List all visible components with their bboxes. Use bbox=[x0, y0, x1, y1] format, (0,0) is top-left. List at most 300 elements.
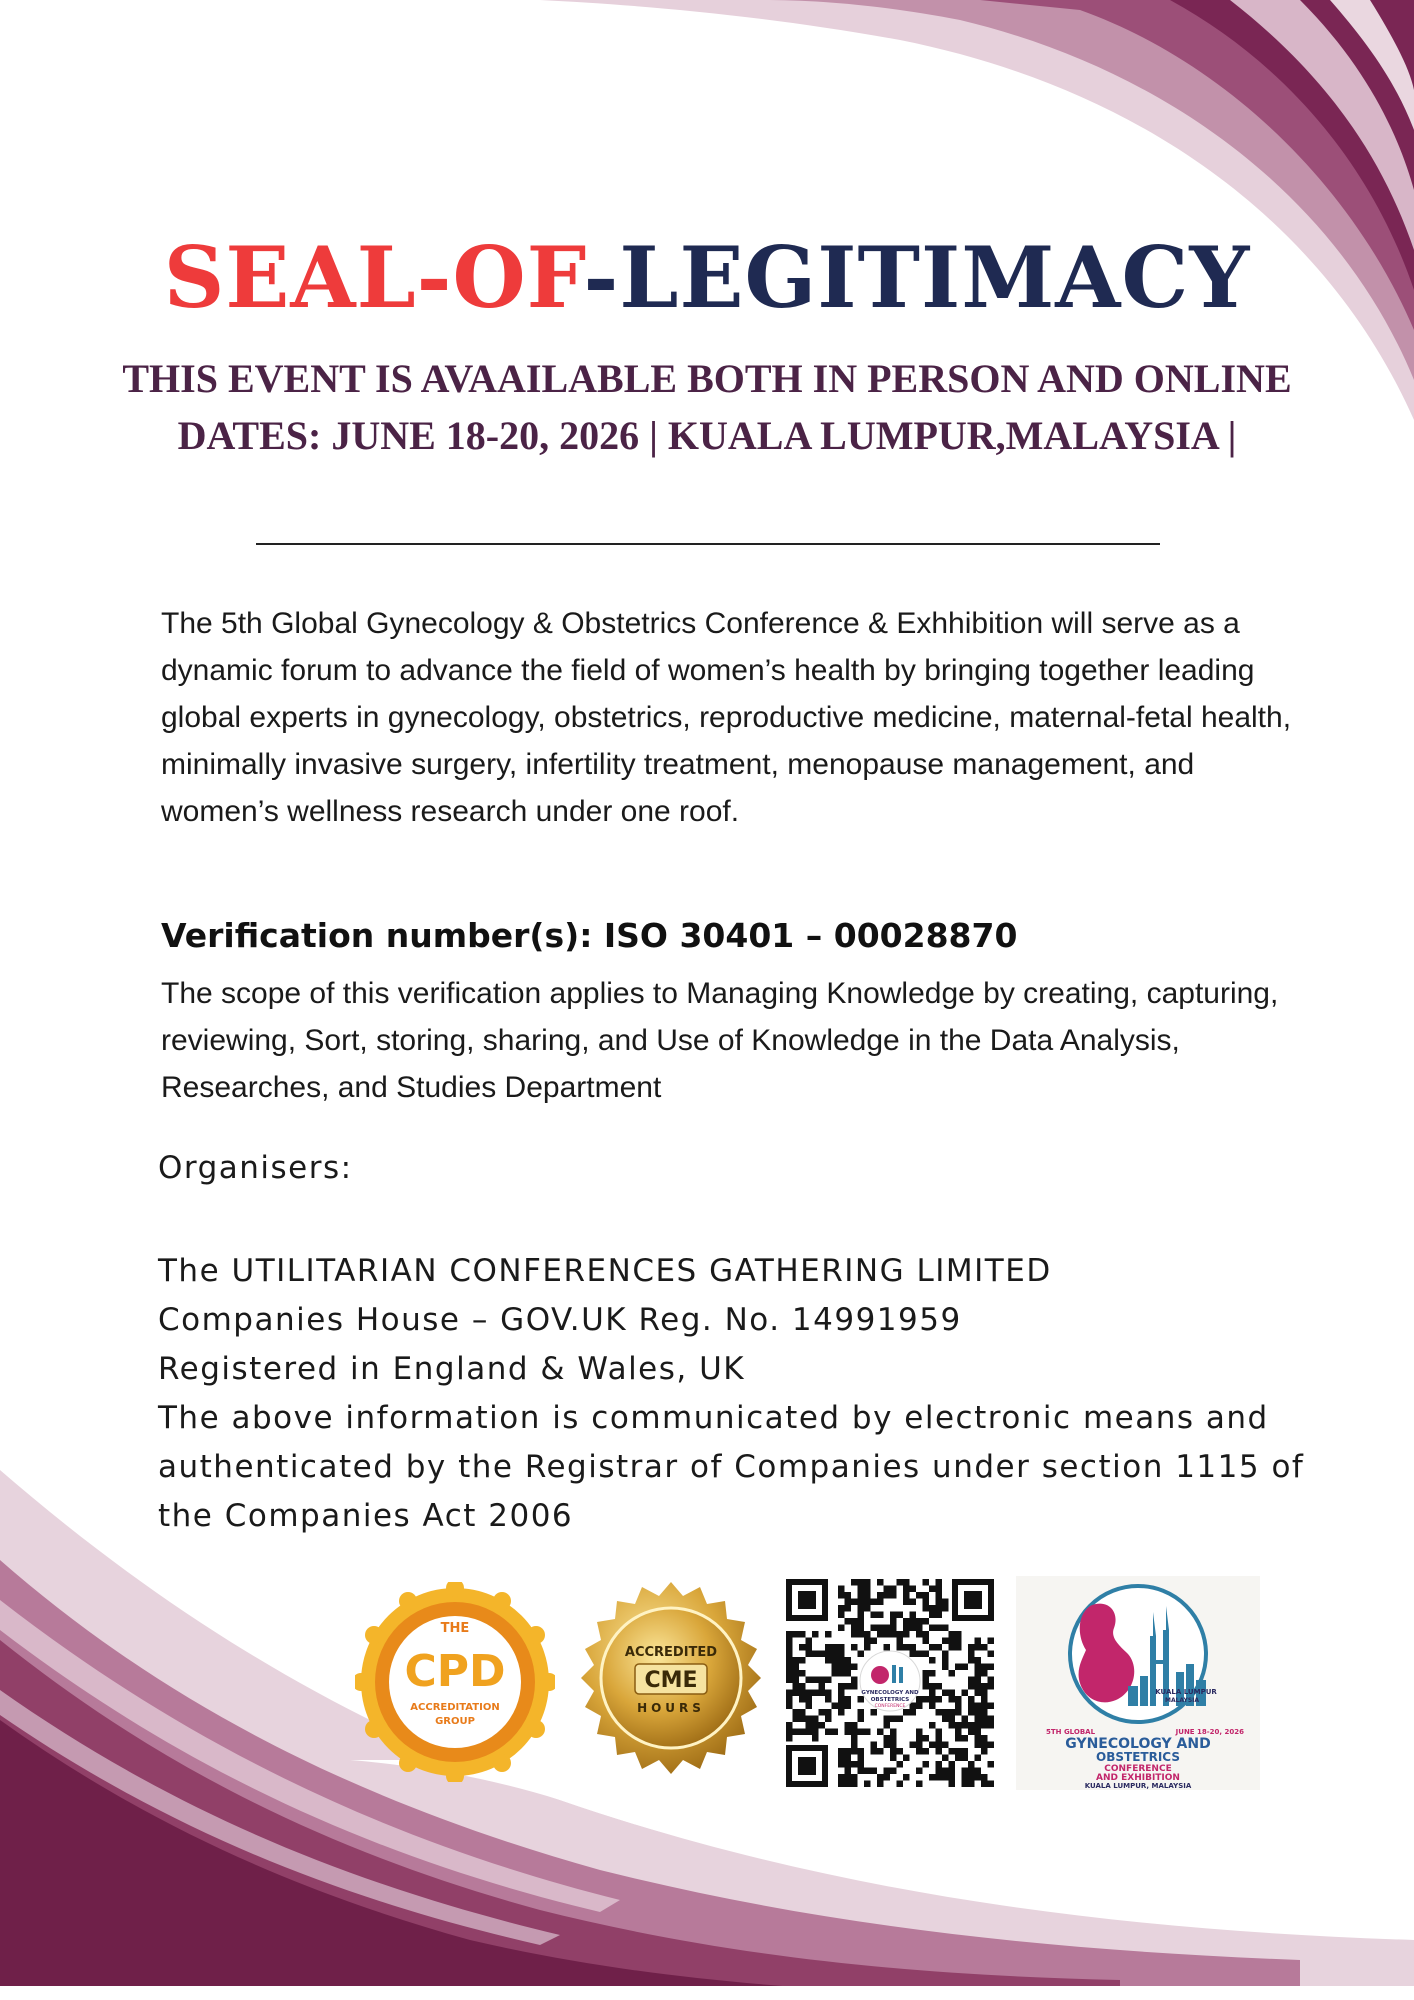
qr-module bbox=[981, 1690, 988, 1697]
qr-module bbox=[806, 1722, 813, 1729]
qr-module bbox=[877, 1612, 884, 1619]
qr-module bbox=[981, 1722, 988, 1729]
qr-module bbox=[897, 1716, 904, 1723]
qr-module bbox=[786, 1657, 793, 1664]
qr-module bbox=[936, 1696, 943, 1703]
qr-module bbox=[838, 1761, 845, 1768]
qr-logo-text-2: OBSTETRICS bbox=[870, 1697, 910, 1703]
qr-module bbox=[851, 1748, 858, 1755]
qr-module bbox=[819, 1677, 826, 1684]
qr-module bbox=[988, 1716, 995, 1723]
qr-module bbox=[942, 1657, 949, 1664]
qr-module bbox=[903, 1644, 910, 1651]
qr-module bbox=[825, 1696, 832, 1703]
qr-module bbox=[975, 1690, 982, 1697]
qr-module bbox=[988, 1664, 995, 1671]
title-part-red: SEAL-OF bbox=[163, 228, 584, 327]
qr-module bbox=[799, 1683, 806, 1690]
qr-module bbox=[838, 1696, 845, 1703]
qr-module bbox=[877, 1599, 884, 1606]
qr-module bbox=[903, 1592, 910, 1599]
qr-module bbox=[942, 1742, 949, 1749]
qr-module bbox=[949, 1716, 956, 1723]
qr-module bbox=[851, 1599, 858, 1606]
qr-module bbox=[799, 1657, 806, 1664]
qr-module bbox=[851, 1774, 858, 1781]
qr-module bbox=[929, 1722, 936, 1729]
qr-module bbox=[910, 1618, 917, 1625]
qr-module bbox=[923, 1651, 930, 1658]
qr-module bbox=[981, 1716, 988, 1723]
qr-module bbox=[877, 1729, 884, 1736]
qr-module bbox=[942, 1768, 949, 1775]
qr-module bbox=[877, 1748, 884, 1755]
qr-module bbox=[812, 1651, 819, 1658]
qr-module bbox=[955, 1664, 962, 1671]
qr-module bbox=[845, 1781, 852, 1788]
qr-module bbox=[864, 1605, 871, 1612]
qr-module bbox=[858, 1696, 865, 1703]
qr-module bbox=[858, 1618, 865, 1625]
qr-module bbox=[845, 1774, 852, 1781]
qr-module bbox=[923, 1748, 930, 1755]
qr-module bbox=[910, 1709, 917, 1716]
qr-module bbox=[975, 1755, 982, 1762]
qr-module bbox=[838, 1755, 845, 1762]
qr-module bbox=[890, 1625, 897, 1632]
qr-module bbox=[890, 1755, 897, 1762]
qr-module bbox=[884, 1644, 891, 1651]
qr-module bbox=[929, 1644, 936, 1651]
qr-module bbox=[838, 1592, 845, 1599]
qr-module bbox=[916, 1618, 923, 1625]
qr-module bbox=[799, 1696, 806, 1703]
qr-module bbox=[923, 1735, 930, 1742]
qr-module bbox=[858, 1592, 865, 1599]
qr-module bbox=[962, 1735, 969, 1742]
qr-code[interactable] bbox=[780, 1573, 1000, 1793]
qr-module bbox=[975, 1722, 982, 1729]
qr-module bbox=[799, 1631, 806, 1638]
qr-module bbox=[864, 1781, 871, 1788]
qr-module bbox=[838, 1703, 845, 1710]
qr-module bbox=[955, 1755, 962, 1762]
qr-module bbox=[949, 1722, 956, 1729]
qr-module bbox=[981, 1670, 988, 1677]
logo-location: KUALA LUMPUR, MALAYSIA bbox=[1084, 1782, 1192, 1790]
qr-module bbox=[825, 1657, 832, 1664]
qr-module bbox=[949, 1748, 956, 1755]
qr-module bbox=[851, 1625, 858, 1632]
qr-module bbox=[981, 1683, 988, 1690]
qr-module bbox=[819, 1651, 826, 1658]
qr-module bbox=[929, 1657, 936, 1664]
qr-module bbox=[864, 1592, 871, 1599]
qr-module bbox=[981, 1644, 988, 1651]
divider bbox=[256, 543, 1160, 545]
qr-module bbox=[923, 1599, 930, 1606]
qr-module bbox=[890, 1618, 897, 1625]
qr-module bbox=[916, 1729, 923, 1736]
qr-module bbox=[793, 1729, 800, 1736]
qr-module bbox=[936, 1774, 943, 1781]
qr-module bbox=[910, 1599, 917, 1606]
qr-module bbox=[819, 1683, 826, 1690]
qr-module bbox=[975, 1742, 982, 1749]
qr-module bbox=[786, 1722, 793, 1729]
qr-module bbox=[981, 1774, 988, 1781]
qr-module bbox=[838, 1748, 845, 1755]
qr-module bbox=[845, 1592, 852, 1599]
qr-module bbox=[825, 1631, 832, 1638]
qr-module bbox=[936, 1748, 943, 1755]
qr-module bbox=[884, 1774, 891, 1781]
qr-module bbox=[929, 1670, 936, 1677]
qr-module bbox=[975, 1774, 982, 1781]
qr-module bbox=[845, 1683, 852, 1690]
qr-module bbox=[981, 1748, 988, 1755]
qr-module bbox=[851, 1644, 858, 1651]
organiser-details bbox=[158, 1247, 1308, 1541]
qr-module bbox=[851, 1722, 858, 1729]
qr-module bbox=[936, 1683, 943, 1690]
qr-module bbox=[942, 1638, 949, 1645]
qr-module bbox=[884, 1722, 891, 1729]
qr-module bbox=[845, 1748, 852, 1755]
qr-module bbox=[988, 1781, 995, 1788]
qr-module bbox=[942, 1690, 949, 1697]
qr-module bbox=[929, 1625, 936, 1632]
qr-module bbox=[832, 1664, 839, 1671]
qr-module bbox=[962, 1755, 969, 1762]
qr-module bbox=[786, 1631, 793, 1638]
logo-dates: JUNE 18-20, 2026 bbox=[1175, 1728, 1244, 1736]
qr-module bbox=[851, 1761, 858, 1768]
qr-module bbox=[903, 1599, 910, 1606]
qr-module bbox=[864, 1768, 871, 1775]
qr-module bbox=[806, 1716, 813, 1723]
qr-module bbox=[923, 1696, 930, 1703]
qr-module bbox=[838, 1605, 845, 1612]
qr-module bbox=[838, 1670, 845, 1677]
qr-module bbox=[897, 1638, 904, 1645]
qr-module bbox=[916, 1748, 923, 1755]
qr-module bbox=[910, 1644, 917, 1651]
qr-module bbox=[806, 1638, 813, 1645]
qr-module bbox=[799, 1709, 806, 1716]
qr-module bbox=[871, 1768, 878, 1775]
qr-module bbox=[890, 1742, 897, 1749]
qr-module bbox=[923, 1618, 930, 1625]
organisers-label: Organisers: bbox=[158, 1150, 353, 1186]
qr-module bbox=[936, 1586, 943, 1593]
qr-module bbox=[858, 1586, 865, 1593]
qr-module bbox=[942, 1716, 949, 1723]
qr-module bbox=[923, 1631, 930, 1638]
qr-module bbox=[838, 1690, 845, 1697]
qr-module bbox=[903, 1618, 910, 1625]
qr-module bbox=[975, 1768, 982, 1775]
event-subtitle: THIS EVENT IS AVAAILABLE BOTH IN PERSON AND ONLINE DATES: JUNE 18-20, 2026 | KUALA LUMPUR,MALAYSIA | bbox=[122, 356, 1292, 458]
qr-module bbox=[832, 1703, 839, 1710]
qr-module bbox=[903, 1625, 910, 1632]
qr-module bbox=[845, 1755, 852, 1762]
qr-module bbox=[793, 1670, 800, 1677]
qr-module bbox=[949, 1696, 956, 1703]
qr-module bbox=[890, 1631, 897, 1638]
qr-module bbox=[949, 1631, 956, 1638]
qr-module bbox=[851, 1618, 858, 1625]
qr-module bbox=[838, 1781, 845, 1788]
qr-module bbox=[845, 1605, 852, 1612]
qr-module bbox=[968, 1781, 975, 1788]
qr-module bbox=[851, 1664, 858, 1671]
qr-module bbox=[949, 1644, 956, 1651]
qr-module bbox=[793, 1631, 800, 1638]
qr-module bbox=[936, 1605, 943, 1612]
qr-module bbox=[838, 1586, 845, 1593]
qr-module bbox=[877, 1592, 884, 1599]
qr-module bbox=[910, 1586, 917, 1593]
logo-line-2: OBSTETRICS bbox=[1096, 1750, 1180, 1764]
qr-module bbox=[975, 1709, 982, 1716]
qr-module bbox=[858, 1716, 865, 1723]
qr-module bbox=[884, 1631, 891, 1638]
qr-module bbox=[936, 1599, 943, 1606]
qr-module bbox=[845, 1729, 852, 1736]
qr-module bbox=[825, 1709, 832, 1716]
qr-module bbox=[929, 1605, 936, 1612]
qr-module bbox=[897, 1579, 904, 1586]
qr-module bbox=[903, 1579, 910, 1586]
qr-module bbox=[838, 1683, 845, 1690]
qr-module bbox=[871, 1709, 878, 1716]
qr-module bbox=[968, 1644, 975, 1651]
qr-module bbox=[890, 1586, 897, 1593]
qr-module bbox=[793, 1683, 800, 1690]
qr-module bbox=[845, 1664, 852, 1671]
cme-bottom-text: HOURS bbox=[637, 1701, 705, 1715]
qr-module bbox=[845, 1599, 852, 1606]
qr-module bbox=[897, 1631, 904, 1638]
qr-module bbox=[884, 1625, 891, 1632]
qr-module bbox=[949, 1670, 956, 1677]
qr-module bbox=[838, 1709, 845, 1716]
qr-module bbox=[962, 1748, 969, 1755]
qr-module bbox=[845, 1618, 852, 1625]
qr-module bbox=[864, 1631, 871, 1638]
bottom-white-strip bbox=[0, 1986, 1414, 2000]
qr-module bbox=[949, 1774, 956, 1781]
qr-module bbox=[890, 1592, 897, 1599]
qr-module bbox=[936, 1579, 943, 1586]
qr-module bbox=[962, 1722, 969, 1729]
qr-module bbox=[975, 1729, 982, 1736]
qr-module bbox=[949, 1709, 956, 1716]
title-part-navy: -LEGITIMACY bbox=[583, 228, 1251, 327]
qr-module bbox=[812, 1729, 819, 1736]
qr-module bbox=[975, 1664, 982, 1671]
qr-module bbox=[851, 1742, 858, 1749]
qr-module bbox=[864, 1729, 871, 1736]
qr-module bbox=[812, 1690, 819, 1697]
qr-module bbox=[916, 1631, 923, 1638]
qr-module bbox=[819, 1722, 826, 1729]
qr-module bbox=[929, 1612, 936, 1619]
qr-module bbox=[851, 1735, 858, 1742]
qr-module bbox=[897, 1781, 904, 1788]
qr-module bbox=[786, 1644, 793, 1651]
qr-module bbox=[832, 1729, 839, 1736]
cme-main-text: CME bbox=[644, 1668, 698, 1693]
qr-module bbox=[968, 1722, 975, 1729]
qr-module bbox=[955, 1748, 962, 1755]
qr-module bbox=[897, 1748, 904, 1755]
qr-module bbox=[825, 1644, 832, 1651]
qr-logo-text-1: GYNECOLOGY AND bbox=[861, 1690, 919, 1696]
qr-module bbox=[806, 1677, 813, 1684]
qr-module bbox=[955, 1722, 962, 1729]
qr-module bbox=[799, 1716, 806, 1723]
qr-module bbox=[910, 1612, 917, 1619]
qr-module bbox=[981, 1735, 988, 1742]
qr-module bbox=[936, 1761, 943, 1768]
qr-module bbox=[871, 1748, 878, 1755]
qr-module bbox=[786, 1677, 793, 1684]
qr-module bbox=[923, 1677, 930, 1684]
qr-module bbox=[962, 1690, 969, 1697]
qr-module bbox=[890, 1716, 897, 1723]
qr-module bbox=[884, 1586, 891, 1593]
qr-module bbox=[942, 1651, 949, 1658]
qr-module bbox=[981, 1664, 988, 1671]
qr-module bbox=[858, 1612, 865, 1619]
qr-module bbox=[871, 1638, 878, 1645]
qr-module bbox=[890, 1748, 897, 1755]
qr-module bbox=[825, 1651, 832, 1658]
qr-module bbox=[806, 1729, 813, 1736]
qr-module bbox=[838, 1644, 845, 1651]
qr-module bbox=[949, 1761, 956, 1768]
qr-module bbox=[858, 1761, 865, 1768]
qr-module bbox=[975, 1677, 982, 1684]
qr-module bbox=[825, 1677, 832, 1684]
logo-line-1: GYNECOLOGY AND bbox=[1065, 1736, 1211, 1752]
qr-module bbox=[936, 1768, 943, 1775]
qr-module bbox=[851, 1579, 858, 1586]
qr-module bbox=[838, 1774, 845, 1781]
qr-module bbox=[851, 1677, 858, 1684]
qr-module bbox=[799, 1644, 806, 1651]
qr-module bbox=[968, 1768, 975, 1775]
qr-module bbox=[936, 1709, 943, 1716]
qr-module bbox=[929, 1742, 936, 1749]
qr-module bbox=[806, 1690, 813, 1697]
qr-module bbox=[916, 1742, 923, 1749]
qr-module bbox=[858, 1599, 865, 1606]
qr-module bbox=[858, 1768, 865, 1775]
qr-module bbox=[988, 1677, 995, 1684]
qr-module bbox=[799, 1670, 806, 1677]
qr-module bbox=[988, 1722, 995, 1729]
qr-module bbox=[962, 1664, 969, 1671]
qr-module bbox=[949, 1781, 956, 1788]
qr-module bbox=[981, 1742, 988, 1749]
qr-module bbox=[923, 1605, 930, 1612]
qr-module bbox=[858, 1625, 865, 1632]
qr-module bbox=[832, 1651, 839, 1658]
qr-module bbox=[897, 1612, 904, 1619]
qr-module bbox=[793, 1709, 800, 1716]
qr-module bbox=[799, 1690, 806, 1697]
verification-scope: The scope of this verification applies to Managing Knowledge by creating, capturing, reviewing, Sort, storing, sharing, and Use of Knowledge in the Data Analysis, Researches, and Studies Department bbox=[161, 977, 1279, 1104]
qr-module bbox=[981, 1696, 988, 1703]
qr-module bbox=[975, 1716, 982, 1723]
qr-module bbox=[942, 1755, 949, 1762]
qr-module bbox=[832, 1644, 839, 1651]
qr-module bbox=[929, 1683, 936, 1690]
qr-module bbox=[988, 1742, 995, 1749]
qr-module bbox=[975, 1644, 982, 1651]
qr-module bbox=[955, 1709, 962, 1716]
qr-module bbox=[968, 1677, 975, 1684]
qr-module bbox=[838, 1664, 845, 1671]
qr-module bbox=[968, 1703, 975, 1710]
logo-edition: 5TH GLOBAL bbox=[1046, 1728, 1096, 1736]
qr-module bbox=[949, 1768, 956, 1775]
qr-module bbox=[923, 1592, 930, 1599]
qr-module bbox=[903, 1755, 910, 1762]
qr-module bbox=[825, 1690, 832, 1697]
qr-module bbox=[786, 1735, 793, 1742]
qr-module bbox=[903, 1709, 910, 1716]
qr-module bbox=[962, 1768, 969, 1775]
qr-module bbox=[877, 1631, 884, 1638]
page-title bbox=[0, 228, 1414, 328]
qr-module bbox=[988, 1638, 995, 1645]
qr-module bbox=[916, 1651, 923, 1658]
qr-module bbox=[968, 1696, 975, 1703]
qr-module bbox=[955, 1631, 962, 1638]
qr-module bbox=[949, 1690, 956, 1697]
qr-module bbox=[858, 1605, 865, 1612]
qr-module bbox=[786, 1703, 793, 1710]
qr-module bbox=[968, 1774, 975, 1781]
qr-module bbox=[916, 1592, 923, 1599]
logo-country: MALAYSIA bbox=[1164, 1697, 1200, 1704]
qr-module bbox=[858, 1748, 865, 1755]
qr-module bbox=[942, 1709, 949, 1716]
qr-module bbox=[858, 1631, 865, 1638]
qr-module bbox=[903, 1631, 910, 1638]
qr-module bbox=[871, 1742, 878, 1749]
qr-module bbox=[936, 1644, 943, 1651]
qr-module bbox=[910, 1651, 917, 1658]
qr-module bbox=[838, 1612, 845, 1619]
cpd-top-text: THE bbox=[440, 1621, 470, 1636]
qr-module bbox=[884, 1592, 891, 1599]
qr-module bbox=[929, 1774, 936, 1781]
qr-module bbox=[812, 1677, 819, 1684]
qr-module bbox=[786, 1664, 793, 1671]
qr-module bbox=[936, 1612, 943, 1619]
qr-module bbox=[845, 1703, 852, 1710]
qr-module bbox=[864, 1586, 871, 1593]
qr-module bbox=[851, 1683, 858, 1690]
qr-module bbox=[949, 1638, 956, 1645]
qr-module bbox=[864, 1579, 871, 1586]
qr-module bbox=[845, 1722, 852, 1729]
